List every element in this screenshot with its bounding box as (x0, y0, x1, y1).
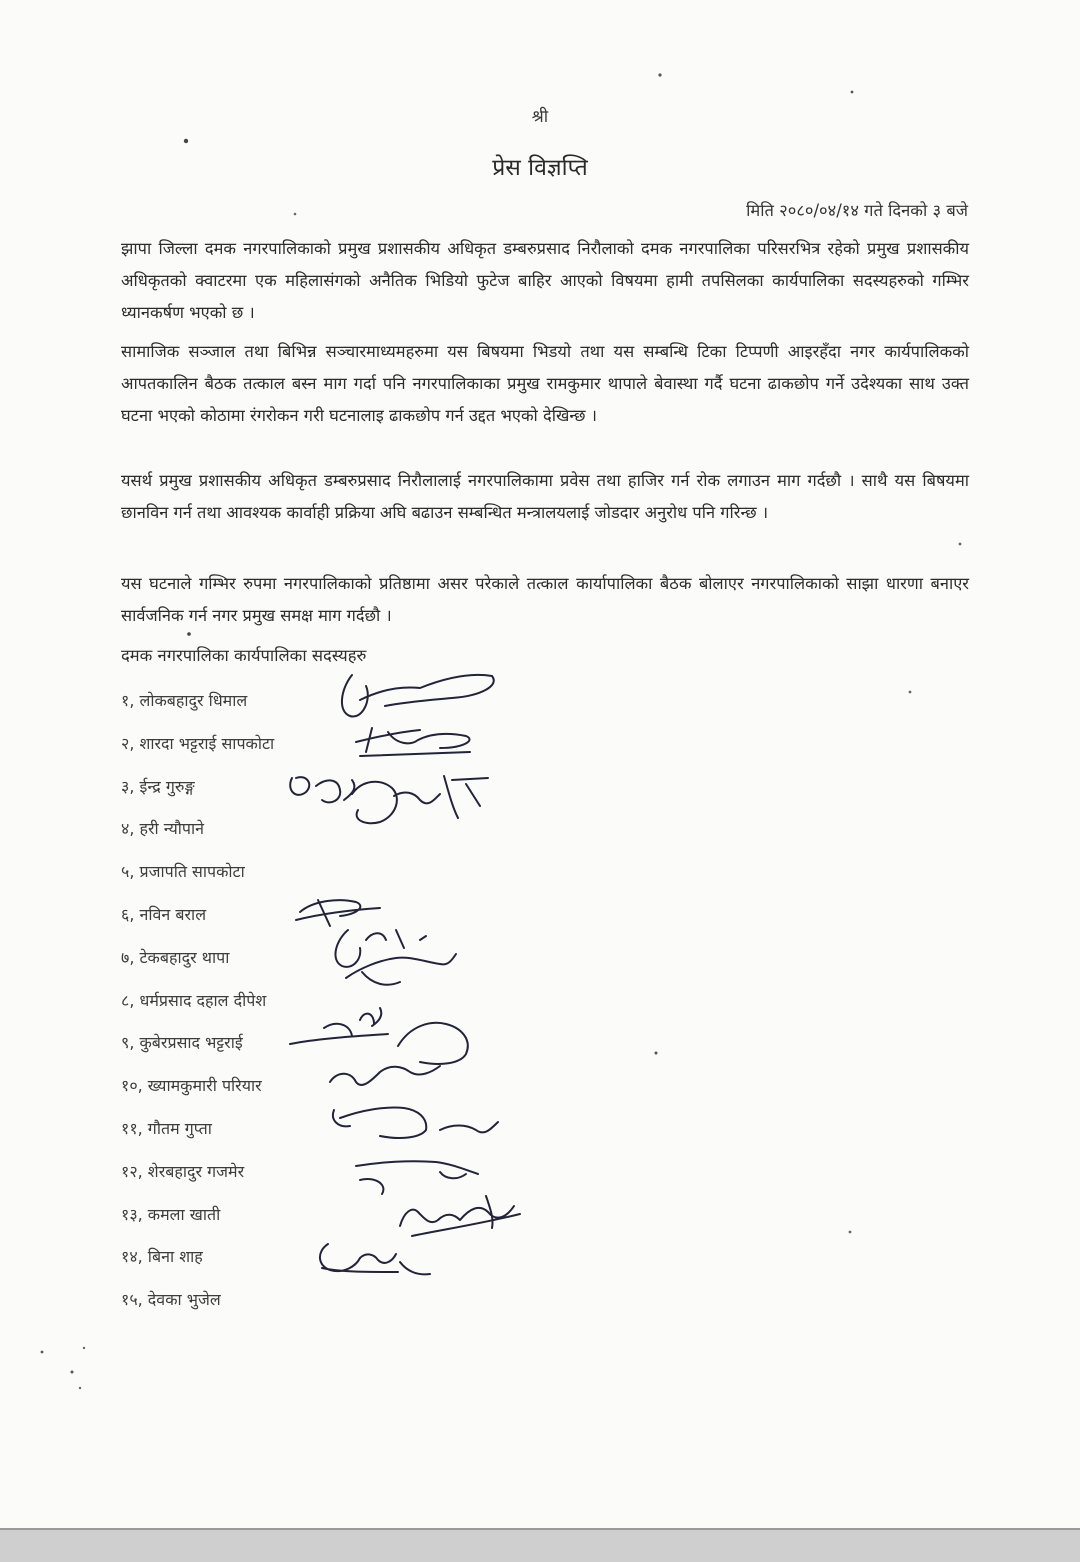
paragraph-2: सामाजिक सञ्जाल तथा बिभिन्न सञ्चारमाध्यमहरुमा यस बिषयमा भिडयो तथा यस सम्बन्धि टिका टिप्पणी आइरहँदा नगर कार्यपालिकको आपतकालिन बैठक तत्काल बस्न माग गर्दा पनि नगरपालिकाका प्रमुख रामकुमार थापाले बेवास्था गर्दै घटना ढाकछोप गर्ने उदेश्यका साथ उक्त घटना भएको कोठामा रंगरोकन गरी घटनालाइ ढाकछोप गर्न उद्दत भएको देखिन्छ । (121, 342, 969, 425)
list-item: १२, शेरबहादुर गजमेर (121, 1161, 245, 1181)
paragraph-1: झापा जिल्ला दमक नगरपालिकाको प्रमुख प्रशासकीय अधिकृत डम्बरुप्रसाद निरौलाको दमक नगरपालिका परिसरभित्र रहेको प्रमुख प्रशासकीय अधिकृतको क्वाटरमा एक महिलासंगको अनैतिक भिडियो फुटेज बाहिर आएको विषयमा हामी तपसिलका कार्यपालिका सदस्यहरुको गम्भिर ध्यानकर्षण भएको छ । (121, 239, 969, 322)
list-item: ९, कुबेरप्रसाद भट्टराई (121, 1033, 243, 1053)
list-item: ११, गौतम गुप्ता (121, 1118, 212, 1138)
paragraph-4: यस घटनाले गम्भिर रुपमा नगरपालिकाको प्रतिष्ठामा असर परेकाले तत्काल कार्यापालिका बैठक बोलाएर नगरपालिकाको साझा धारणा बनाएर सार्वजनिक गर्न नगर प्रमुख समक्ष माग गर्दछौ । (121, 574, 969, 625)
paragraph-3: यसर्थ प्रमुख प्रशासकीय अधिकृत डम्बरुप्रसाद निरौलालाई नगरपालिकामा प्रवेस तथा हाजिर गर्न रोक लगाउन माग गर्दछौ । साथै यस बिषयमा छानविन गर्न तथा आवश्यक कार्वाही प्रक्रिया अघि बढाउन सम्बन्धित मन्त्रालयलाई जोडदार अनुरोध पनि गरिन्छ । (121, 471, 969, 522)
list-item: ३, ईन्द्र गुरुङ्ग (121, 776, 195, 796)
list-item: १०, ख्यामकुमारी परियार (121, 1076, 262, 1096)
scanner-border (0, 1528, 1080, 1562)
list-item: ८, धर्मप्रसाद दहाल दीपेश (121, 990, 267, 1010)
header-blessing: श्री (531, 107, 549, 127)
list-item: १, लोकबहादुर धिमाल (121, 691, 248, 710)
list-item: १५, देवका भुजेल (121, 1290, 221, 1310)
page-title: प्रेस विज्ञप्ति (492, 155, 588, 181)
list-item: १४, बिना शाह (121, 1247, 203, 1267)
list-item: ४, हरी न्यौपाने (121, 819, 205, 839)
list-item: ५, प्रजापति सापकोटा (121, 862, 245, 882)
date-line: मिति २०८०/०४/१४ गते दिनको ३ बजे (746, 201, 968, 220)
list-item: ७, टेकबहादुर थापा (121, 947, 230, 967)
signatories-heading: दमक नगरपालिका कार्यपालिका सदस्यहरु (121, 646, 367, 665)
member-list (121, 680, 274, 1322)
list-item: २, शारदा भट्टराई सापकोटा (121, 733, 275, 753)
list-item: १३, कमला खाती (121, 1204, 221, 1224)
list-item: ६, नविन बराल (121, 904, 207, 924)
